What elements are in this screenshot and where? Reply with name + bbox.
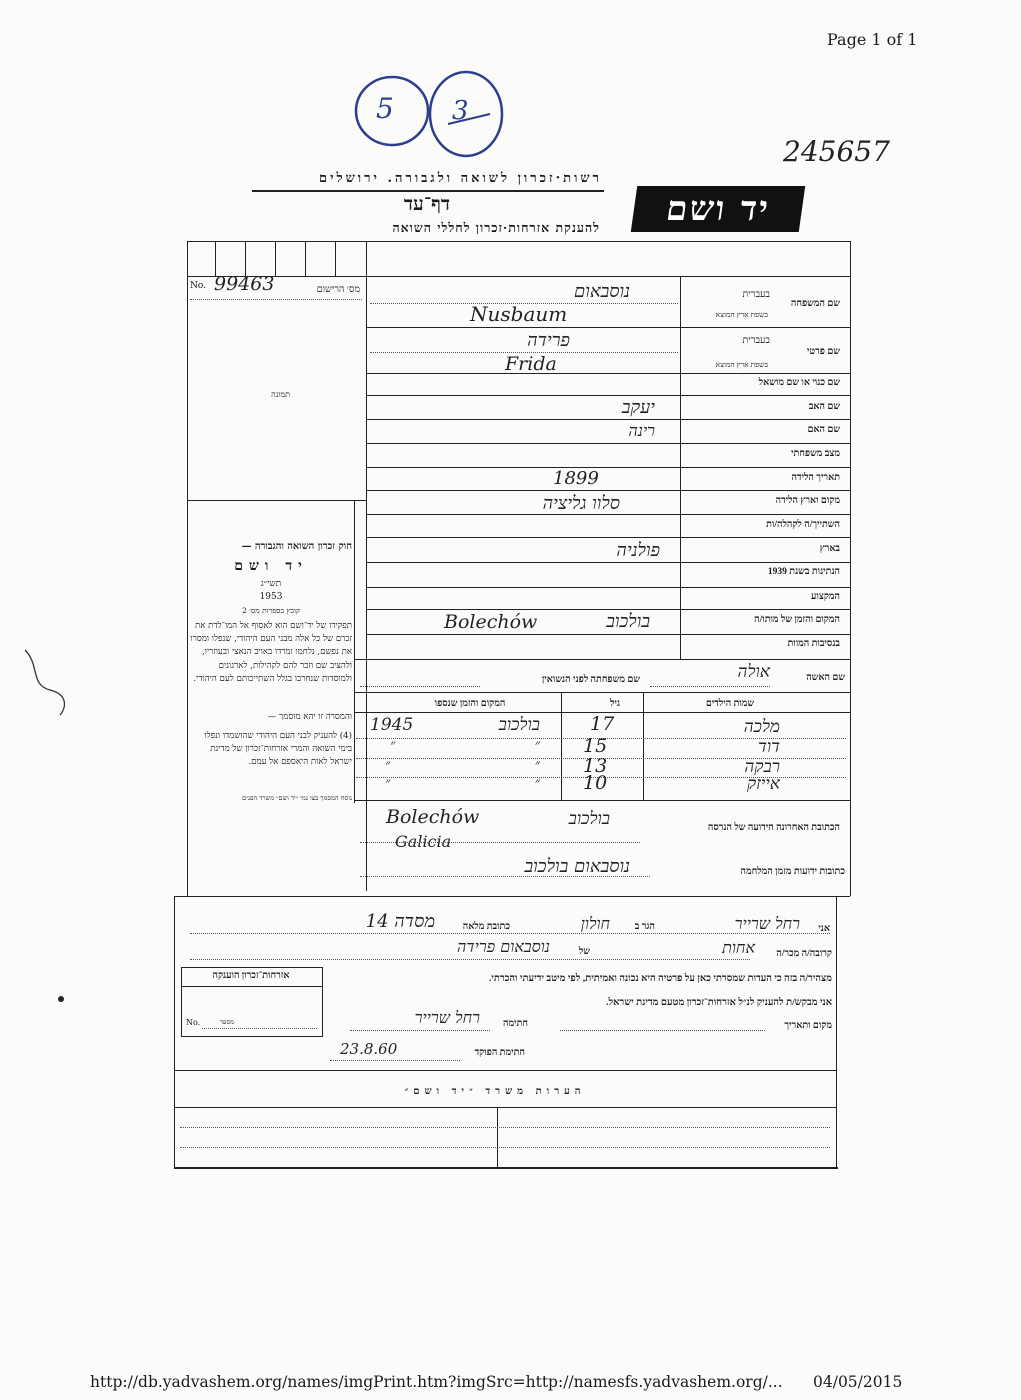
declaration-line-1: מצהיר/ה בזה כי העדות שמסרתי כאן על פרטיה היא נכונה ואמיתית, לפי מיטב ידיעתי והכרתי. [488, 973, 832, 984]
witness-relation-label: קרובה/ה מכר/ה [776, 949, 832, 959]
father-name-value: יעקב [621, 397, 655, 418]
place-date-label: מקום ותאריך [784, 1021, 832, 1031]
law-paragraph-1: תפקידו של יד־ושם הוא לאסוף אל המו־לדת את זכרם של כל אלה מבני העם היהודי, שנפלו ומסרו את נפשם, נלחמו ומרדו באויב הנאצי ובעוזריו, ולהציב שם וזכר להם לקהילות, לארגונים ולמוסדות שנחרבו בגלל השתייכותם לעם היהודי. [190, 621, 352, 684]
margin-dot [58, 996, 64, 1002]
circled-annotation [340, 66, 540, 166]
child-place: ״ [534, 757, 540, 773]
death-circumstances-label: בנסיבות המוות [787, 639, 840, 649]
firstname-origin-sublabel: בשפת ארץ המוצא [715, 360, 768, 369]
surname-hebrew-value: נוסבאום [573, 281, 630, 302]
death-place-value: בולכוב [606, 611, 650, 632]
child-name: דוד [758, 737, 780, 757]
father-name-label: שם האב [808, 402, 840, 412]
birth-place-value: סלוו גליציה [542, 493, 620, 514]
child-place: בולכוב [498, 715, 540, 735]
child-year: ״ [390, 737, 396, 753]
witness-relation-value: אחות [722, 938, 755, 957]
surname-origin-sublabel: בשפת ארץ המוצא [715, 310, 768, 319]
wartime-address-value: נוסבאום בולכוב [524, 856, 630, 877]
child-age: 15 [583, 735, 608, 757]
maiden-name-label: שם משפחתה לפני הנשואין [541, 675, 640, 685]
children-header-place: המקום והזמן שנספו [434, 699, 506, 709]
country-label: בארץ [819, 544, 840, 554]
surname-hebrew-sublabel: בעברית [742, 290, 770, 300]
form-subtitle: להענקת אזרחות·זכרון לחללי השואה [392, 220, 600, 235]
child-place: ״ [534, 775, 540, 791]
photo-label: תמונה [271, 390, 290, 399]
law-title-1: חוק זכרון השואה והגבורה — [241, 541, 352, 552]
witness-name-value: רחל שרייר [734, 914, 800, 933]
firstname-hebrew-value: פרידה [527, 330, 570, 351]
children-header-name: שמות הילדים [705, 699, 755, 709]
community-label: השתייך/ה לקהלה/ות [766, 520, 840, 530]
child-age: 13 [583, 755, 608, 777]
child-year: ״ [385, 775, 391, 791]
witness-of-label: של [578, 947, 590, 957]
birth-place-label: מקום וארץ הלידה [775, 496, 840, 506]
surname-label: שם המשפחה [790, 299, 840, 309]
mother-name-label: שם האם [807, 425, 840, 435]
circle-number-2: 3 [452, 96, 469, 126]
firstname-origin-value: Frida [505, 353, 557, 375]
yad-vashem-logo: יד ושם [631, 186, 805, 232]
witness-me-label: אני [818, 924, 830, 934]
last-address-label: הכתובת האחרונה הידועה של הנרסה [707, 823, 840, 833]
spouse-value: אולה [737, 662, 770, 682]
circle-number-1: 5 [376, 92, 394, 125]
marital-status-label: מצב משפחתי [791, 449, 840, 459]
official-signature-label: חתימת הפוקד [474, 1048, 525, 1058]
page-indicator: Page 1 of 1 [827, 30, 918, 49]
law-footnote: נוסח המסמך בצו נמי ״יד ושם״ משרד הפנים [242, 794, 352, 802]
last-address-value-2: Galicia [395, 832, 452, 851]
child-age: 10 [583, 772, 608, 794]
last-address-latin-value: Bolechów [386, 806, 480, 828]
stamp-box-title: אזרחות־זכרון הוענקה [212, 971, 290, 981]
law-paragraph-2: (4) להעניק לבני העם היהודי שהושמדו ונפלו בימי השואה והמרי אזרחות־זכרון של מדינת ישראל לאות היאספם אל עמם. [204, 731, 352, 768]
child-name: אייזק [747, 774, 780, 794]
mother-name-value: רינה [628, 421, 655, 440]
form-title: דף־עד [403, 193, 451, 215]
witness-address-label: כתובת מלאה [462, 922, 510, 932]
citizenship-1939-label: הנתינות בשנת 1939 [767, 567, 840, 577]
witness-resides-value: חולון [580, 914, 610, 933]
stamp-box-no-label-he: מספר [219, 1019, 234, 1026]
death-place-label: המקום והזמן של מותו/ה [754, 615, 840, 625]
birth-date-label: תאריך הלידה [791, 473, 840, 483]
office-remarks-label: הערות משרד ״יד ושם״ [404, 1086, 586, 1097]
law-title-2: יד ושם [234, 558, 308, 574]
firstname-label: שם פרטי [806, 347, 840, 357]
footer-date: 04/05/2015 [813, 1373, 903, 1391]
country-value: פולניה [616, 540, 660, 561]
profession-label: המקצוע [811, 592, 840, 602]
signature-value: רחל שרייר [414, 1008, 480, 1027]
law-year: 1953 [259, 592, 283, 602]
declaration-line-2: אני מבקש/ת להעניק לנ״ל אזרחות־זכרון מטעם מדינת ישראל. [606, 997, 832, 1008]
stamp-box-no-label: No. [186, 1018, 201, 1027]
surname-origin-value: Nusbaum [470, 302, 568, 326]
law-paragraph-1-end: והמסרה זו יהא מוסמך — [267, 712, 352, 722]
official-signature-value: 23.8.60 [340, 1040, 398, 1058]
citizenship-stamp-box [181, 967, 323, 1037]
footer-url: http://db.yadvashem.org/names/imgPrint.htm?imgSrc=http://namesfs.yadvashem.org/... [90, 1373, 783, 1391]
child-year: ״ [385, 757, 391, 773]
record-number-label-he: מס׳ הרישום [316, 285, 360, 295]
firstname-hebrew-sublabel: בעברית [742, 336, 770, 346]
wartime-address-label: כתובות ידועות מזמן המלחמה [740, 867, 845, 877]
spouse-label: שם האשה [806, 673, 845, 683]
witness-of-value: נוסבאום פרידה [457, 937, 550, 956]
signature-label: חתימה [502, 1019, 528, 1029]
child-age: 17 [590, 713, 615, 735]
birth-date-value: 1899 [553, 468, 599, 489]
authority-line: רשות·זכרון לשואה ולגבורה. ירושלים [319, 171, 602, 186]
law-year-he: תשי״ג [260, 579, 282, 589]
witness-address-value: מסדה 14 [365, 911, 435, 932]
margin-squiggle [20, 640, 80, 720]
record-number-label: No. [190, 281, 206, 291]
child-name: מלכה [743, 717, 780, 737]
record-number: 99463 [214, 273, 275, 295]
archive-number: 245657 [783, 135, 890, 168]
death-place-latin-value: Bolechów [444, 611, 538, 633]
witness-resides-label: הגר ב [634, 922, 655, 932]
last-address-value: בולכוב [568, 809, 610, 829]
child-place: ״ [534, 737, 540, 753]
nickname-label: שם כנוי או שם מושאל [758, 378, 840, 388]
children-header-age: גיל [609, 699, 621, 709]
child-name: רבקה [744, 757, 780, 777]
law-source: קובץ בספרות מס׳ 2 [242, 606, 300, 615]
child-year: 1945 [370, 715, 414, 735]
